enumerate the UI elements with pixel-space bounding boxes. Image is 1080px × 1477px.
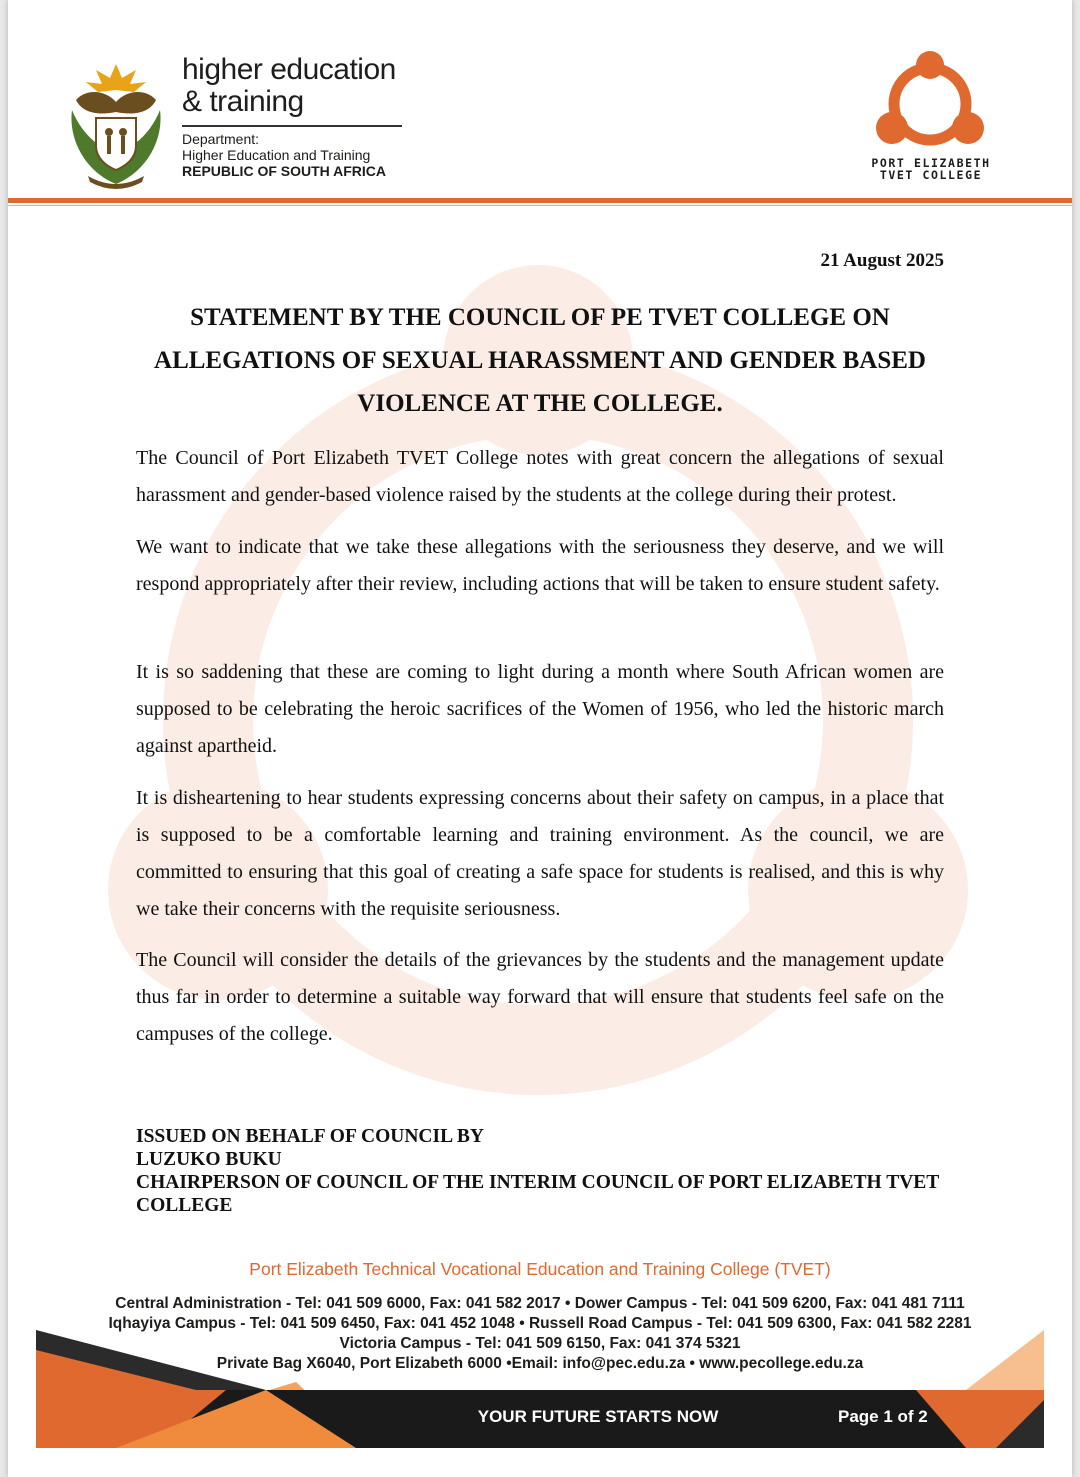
paragraph-4: It is disheartening to hear students expressing concerns about their safety on campus, in a place that is supposed to be a comfortable learning and training environment. As the council, we are committed to ensuring that this goal of creating a safe space for students is realised, and this is why we take their concerns with the requisite seriousness. xyxy=(136,787,944,920)
paragraph-1: The Council of Port Elizabeth TVET College notes with great concern the allegations of sexual harassment and gender-based violence raised by the students at the college during their protest. xyxy=(136,447,944,506)
footer-banner-graphic xyxy=(36,1330,1044,1448)
document-page xyxy=(8,0,1072,1477)
wordmark-line-2: & training xyxy=(182,85,304,118)
college-name-line-2: TVET COLLEGE xyxy=(879,168,983,182)
signoff-name: LUZUKO BUKU xyxy=(136,1149,282,1170)
department-wordmark xyxy=(182,54,396,118)
statement-date: 21 August 2025 xyxy=(820,250,944,271)
wordmark-line-1: higher education xyxy=(182,53,396,86)
signoff-block xyxy=(136,1125,944,1217)
footer-contact-line-3: Victoria Campus - Tel: 041 509 6150, Fax: 041 374 5321 xyxy=(339,1335,741,1352)
department-name: Higher Education and Training xyxy=(182,147,371,163)
college-name xyxy=(858,157,1004,181)
signoff-title: CHAIRPERSON OF COUNCIL OF THE INTERIM COUNCIL OF PORT ELIZABETH TVET COLLEGE xyxy=(136,1172,939,1216)
paragraph-5: The Council will consider the details of the grievances by the students and the management update thus far in order to determine a suitable way forward that will ensure that students feel safe on the campuses of the college. xyxy=(136,949,944,1045)
header-divider-thin xyxy=(8,205,1072,206)
statement-title: STATEMENT BY THE COUNCIL OF PE TVET COLLEGE ON ALLEGATIONS OF SEXUAL HARASSMENT AND GENDER BASED VIOLENCE AT THE COLLEGE. xyxy=(154,304,926,417)
paragraph-2: We want to indicate that we take these allegations with the seriousness they deserve, and we will respond appropriately after their review, including actions that will be taken to ensure student safety. xyxy=(136,536,944,595)
header-divider xyxy=(8,198,1072,203)
department-country: REPUBLIC OF SOUTH AFRICA xyxy=(182,163,387,179)
wordmark-divider xyxy=(182,125,402,127)
footer-college-title: Port Elizabeth Technical Vocational Education and Training College (TVET) xyxy=(249,1259,831,1279)
footer-contact-line-1: Central Administration - Tel: 041 509 6000, Fax: 041 582 2017 • Dower Campus - Tel: 041 509 6200, Fax: 041 481 7111 xyxy=(115,1295,965,1312)
coat-of-arms-icon xyxy=(66,60,166,190)
footer-slogan: YOUR FUTURE STARTS NOW xyxy=(477,1407,719,1426)
footer-contact-line-2: Iqhayiya Campus - Tel: 041 509 6450, Fax: 041 452 1048 • Russell Road Campus - Tel: 041 509 6300, Fax: 041 582 2281 xyxy=(108,1315,972,1332)
department-label: Department: xyxy=(182,131,260,147)
page-number: Page 1 of 2 xyxy=(838,1407,928,1426)
signoff-issued-by: ISSUED ON BEHALF OF COUNCIL BY xyxy=(136,1126,484,1147)
college-logo-icon xyxy=(874,48,986,154)
department-name-block xyxy=(182,131,386,179)
paragraph-3: It is so saddening that these are coming to light during a month where South African women are supposed to be celebrating the heroic sacrifices of the Women of 1956, who led the historic march against apartheid. xyxy=(136,661,944,757)
college-name-line-1: PORT ELIZABETH xyxy=(871,156,991,170)
footer-contact-line-4: Private Bag X6040, Port Elizabeth 6000 •Email: info@pec.edu.za • www.pecollege.edu.za xyxy=(216,1355,864,1372)
